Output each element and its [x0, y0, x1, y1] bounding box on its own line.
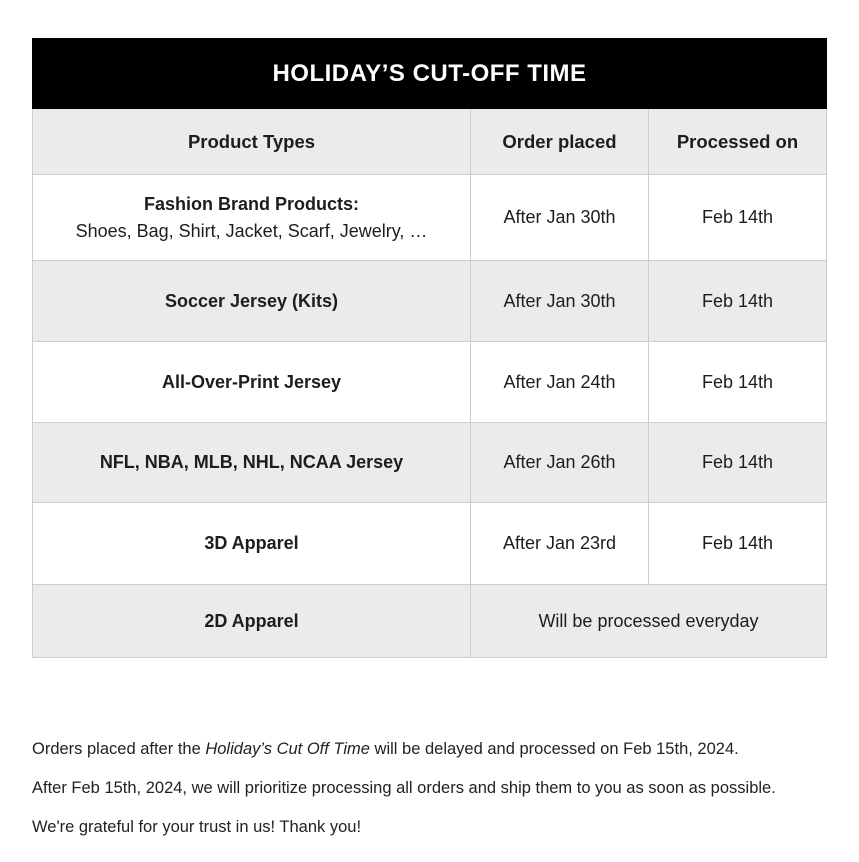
- footer-line-1-prefix: Orders placed after the: [32, 740, 206, 758]
- column-header-order-placed: Order placed: [471, 109, 649, 174]
- footer-line-1-italic: Holiday’s Cut Off Time: [205, 740, 370, 758]
- processed-on-cell: Feb 14th: [701, 371, 774, 392]
- product-name: Soccer Jersey (Kits): [33, 261, 471, 341]
- cutoff-table: [32, 109, 827, 658]
- product-name: 2D Apparel: [33, 585, 471, 657]
- order-placed-cell: After Jan 30th: [471, 261, 649, 341]
- product-cell: [33, 175, 471, 260]
- processed-on-cell: Feb 14th: [701, 452, 774, 472]
- table-row: [33, 260, 826, 341]
- footer-notes: [32, 738, 852, 855]
- product-name: NFL, NBA, MLB, NHL, NCAA Jersey: [33, 423, 471, 502]
- table-row: [33, 584, 826, 657]
- product-name: 3D Apparel: [33, 503, 471, 584]
- table-row: [33, 341, 826, 422]
- processed-on-cell: Feb 14th: [701, 533, 774, 553]
- order-placed-cell: After Jan 30th: [471, 175, 649, 260]
- processed-on-cell: Feb 14th: [701, 207, 774, 227]
- order-placed-cell: After Jan 24th: [471, 342, 649, 422]
- table-title: HOLIDAY’S CUT-OFF TIME: [272, 59, 587, 87]
- column-header-product-types: Product Types: [33, 109, 471, 174]
- processed-on-cell: Feb 14th: [701, 290, 774, 311]
- column-header-processed-on: Processed on: [676, 130, 799, 152]
- table-row: [33, 502, 826, 584]
- footer-line-2: After Feb 15th, 2024, we will prioritize processing all orders and ship them to you as soon as possible.: [32, 779, 776, 797]
- product-subtext: Shoes, Bag, Shirt, Jacket, Scarf, Jewelry, …: [75, 220, 428, 241]
- table-row: [33, 422, 826, 502]
- order-placed-cell: After Jan 23rd: [471, 503, 649, 584]
- product-name: All-Over-Print Jersey: [33, 342, 471, 422]
- footer-line-1: [32, 738, 852, 761]
- cutoff-notice: [32, 38, 827, 658]
- table-row: [33, 174, 826, 260]
- table-header-row: [33, 109, 826, 174]
- footer-line-3: We're grateful for your trust in us! Thank you!: [32, 818, 362, 836]
- product-name: Fashion Brand Products:: [143, 193, 359, 214]
- table-title-bar: [32, 38, 827, 109]
- merged-note-cell: Will be processed everyday: [538, 610, 759, 631]
- footer-line-1-suffix: will be delayed and processed on Feb 15th, 2024.: [369, 740, 739, 758]
- order-placed-cell: After Jan 26th: [471, 423, 649, 502]
